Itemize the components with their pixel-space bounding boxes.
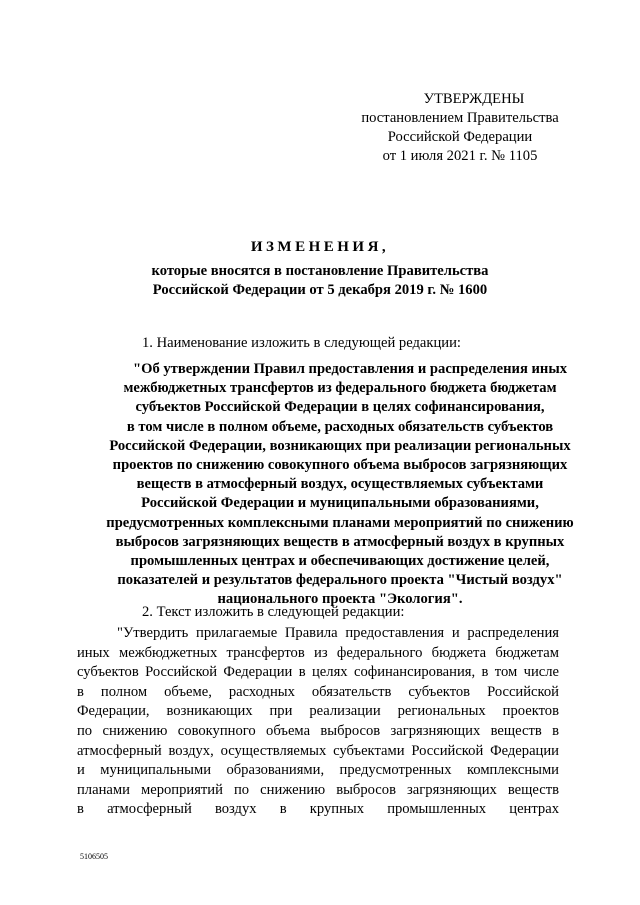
quote-line: национального проекта "Экология". xyxy=(217,591,463,608)
approval-block xyxy=(330,90,590,166)
quote-line: выбросов загрязняющих веществ в атмосферный воздух в крупных xyxy=(115,533,565,550)
item2-text xyxy=(77,624,559,820)
text-line: в атмосферный воздух в крупных промышленных центрах xyxy=(77,801,559,818)
text-line: планами мероприятий по снижению выбросов загрязняющих веществ xyxy=(77,781,559,798)
text-line: атмосферный воздух, осуществляемых субъектами Российской Федерации xyxy=(77,742,559,759)
approval-line: постановлением Правительства xyxy=(361,110,559,126)
quote-line: веществ в атмосферный воздух, осуществляемых субъектами xyxy=(136,476,544,493)
quote-line: Российской Федерации и муниципальными образованиями, xyxy=(141,495,539,512)
document-subtitle xyxy=(0,262,640,300)
quote-line: показателей и результатов федерального проекта "Чистый воздух" xyxy=(117,572,563,589)
item1-intro: 1. Наименование изложить в следующей редакции: xyxy=(142,335,461,351)
approval-line: от 1 июля 2021 г. № 1105 xyxy=(382,148,538,164)
subtitle-line: которые вносятся в постановление Правительства xyxy=(151,263,489,279)
quote-line: субъектов Российской Федерации в целях софинансирования, xyxy=(135,399,545,416)
quote-line: Российской Федерации, возникающих при реализации региональных xyxy=(109,437,571,454)
text-line: и муниципальными образованиями, предусмотренных комплексными xyxy=(77,762,559,779)
text-line: "Утвердить прилагаемые Правила предоставления и распределения xyxy=(117,625,559,641)
quote-line: проектов по снижению совокупного объема выбросов загрязняющих xyxy=(112,457,568,474)
item1-quote xyxy=(60,360,620,610)
quote-line: предусмотренных комплексными планами мероприятий по снижению xyxy=(106,514,574,531)
document-title: ИЗМЕНЕНИЯ, xyxy=(250,239,390,255)
text-line: иных межбюджетных трансфертов из федерального бюджета бюджетам xyxy=(77,644,559,661)
item2-intro: 2. Текст изложить в следующей редакции: xyxy=(142,604,405,620)
text-line: субъектов Российской Федерации в целях софинансирования, в том числе xyxy=(77,664,559,681)
quote-line: межбюджетных трансфертов из федерального бюджета бюджетам xyxy=(123,380,557,397)
subtitle-line: Российской Федерации от 5 декабря 2019 г. № 1600 xyxy=(152,282,488,298)
text-line: в полном объеме, расходных обязательств субъектов Российской xyxy=(77,683,559,700)
quote-line: в том числе в полном объеме, расходных обязательств субъектов xyxy=(126,418,554,435)
document-number: 5106505 xyxy=(80,852,108,861)
text-line: Федерации, возникающих при реализации региональных проектов xyxy=(77,703,559,720)
text-line: по снижению совокупного объема выбросов загрязняющих веществ в xyxy=(77,722,559,739)
quote-line: промышленных центрах и обеспечивающих достижение целей, xyxy=(130,553,550,570)
quote-line: "Об утверждении Правил предоставления и распределения иных xyxy=(132,361,568,377)
approval-heading: УТВЕРЖДЕНЫ xyxy=(423,91,525,107)
approval-line: Российской Федерации xyxy=(387,129,533,145)
